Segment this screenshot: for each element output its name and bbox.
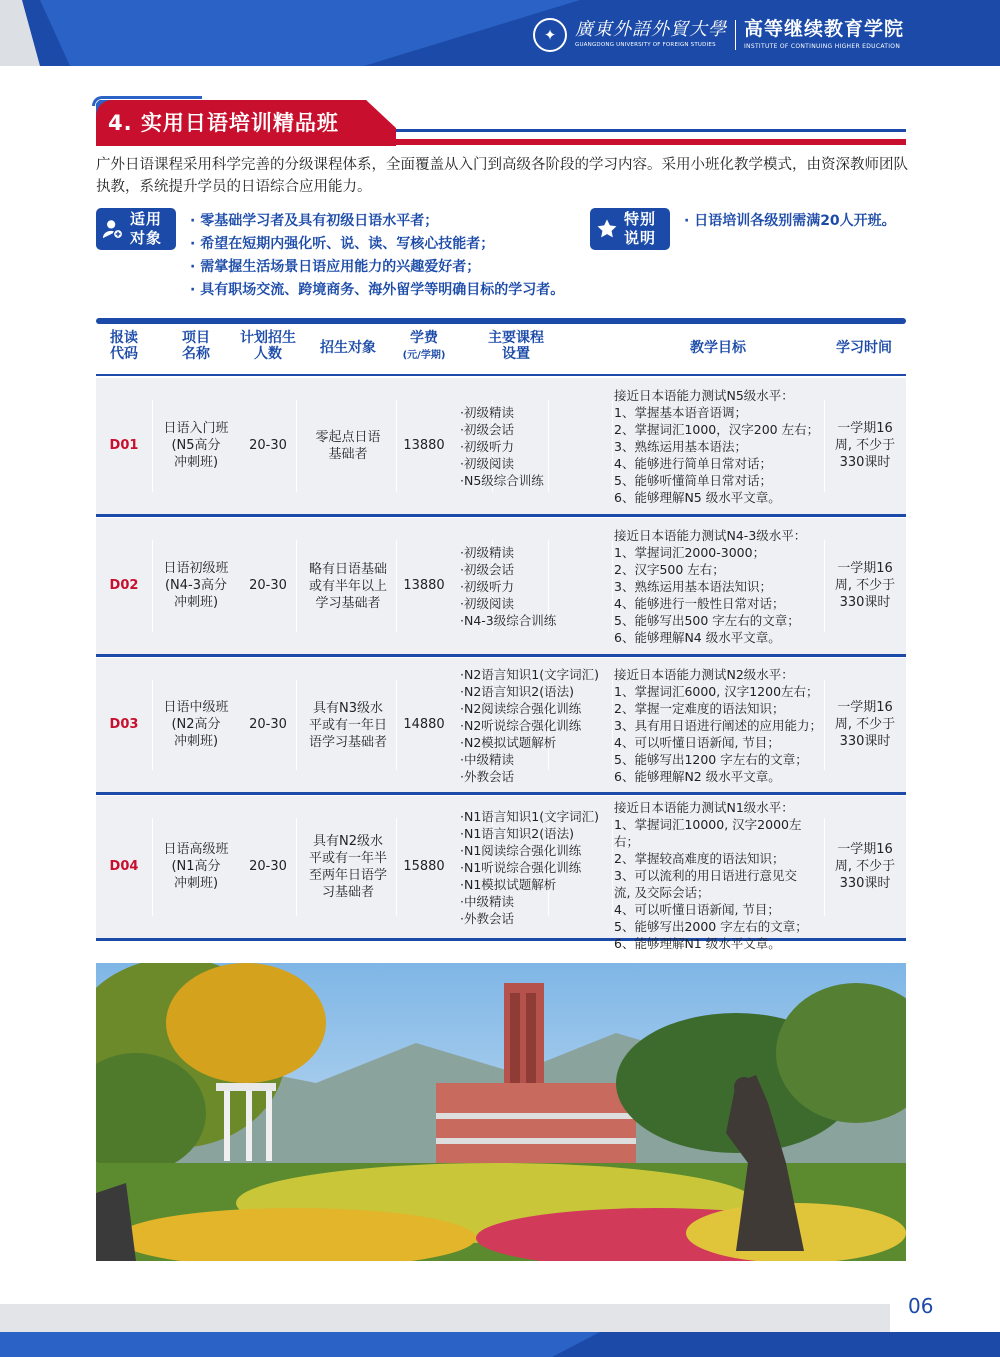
- cell-line: ·初级精读: [460, 404, 514, 420]
- cell-line: 习基础者: [321, 885, 374, 900]
- cell-line: 3、熟练运用基本语法知识；: [614, 578, 772, 594]
- cell-line: 一学期16: [837, 700, 893, 715]
- row-divider: [296, 680, 297, 770]
- audience-badge: [96, 208, 176, 250]
- cell-line: 4、可以听懂日语新闻, 节目；: [614, 902, 780, 917]
- cell-line: 330课时: [839, 455, 891, 470]
- footer-light-band: [0, 1332, 600, 1357]
- audience-badge-line2: 对象: [130, 229, 163, 247]
- cell-line: 2、掌握一定难度的语法知识；: [614, 700, 785, 716]
- cell-line: ·N5级综合训练: [460, 472, 544, 488]
- course-subjects: [460, 404, 610, 489]
- cell-line: ·初级会话: [460, 561, 514, 577]
- cell-line: (N1高分: [171, 859, 221, 874]
- cell-line: 日语入门班: [163, 421, 229, 436]
- cell-line: ·N1模拟试题解析: [460, 876, 557, 892]
- course-code: D03: [109, 717, 139, 732]
- institute-name-cn: 高等继续教育学院: [743, 18, 904, 40]
- cell-line: 5、能够写出2000 字左右的文章；: [614, 919, 808, 934]
- course-goal: [614, 799, 824, 952]
- university-name-en: GUANGDONG UNIVERSITY OF FOREIGN STUDIES: [574, 42, 716, 49]
- course-goal: [614, 666, 824, 785]
- row-divider: [612, 400, 613, 492]
- notice-text: [684, 210, 896, 233]
- cell-line: 零起点日语: [315, 430, 381, 445]
- cell-line: 6、能够理解N1 级水平文章。: [614, 936, 781, 951]
- page-number: 06: [908, 1294, 934, 1318]
- cell-line: 3、可以流利的用日语进行意见交: [614, 868, 797, 883]
- course-target: [300, 429, 396, 463]
- course-name: [152, 841, 240, 892]
- course-name: [152, 699, 240, 750]
- cell-line: (N5高分: [171, 438, 221, 453]
- cell-line: ·中级精读: [460, 751, 514, 767]
- cell-line: 周, 不少于: [834, 859, 896, 874]
- cell-line: ·N1语言知识1(文字词汇): [460, 808, 599, 824]
- cell-line: 接近日本语能力测试N2级水平：: [614, 666, 794, 682]
- course-fee: 15880: [403, 859, 445, 874]
- header-logo: [533, 18, 904, 52]
- course-name: [152, 420, 240, 471]
- course-fee: 13880: [403, 438, 445, 453]
- cell-line: 周, 不少于: [834, 717, 896, 732]
- cell-line: 1、掌握词汇6000, 汉字1200左右；: [614, 683, 819, 699]
- cell-line: (N2高分: [171, 717, 221, 732]
- cell-line: 6、能够理解N2 级水平文章。: [614, 768, 781, 784]
- course-plan: 20-30: [249, 859, 287, 874]
- user-add-icon: [102, 218, 124, 240]
- cell-line: ·N2阅读综合强化训练: [460, 700, 582, 716]
- cell-line: 具有N3级水: [313, 700, 383, 716]
- cell-line: 1、掌握词汇2000-3000；: [614, 544, 766, 560]
- row-divider: [296, 818, 297, 916]
- course-target: [300, 561, 396, 612]
- cell-line: 日语初级班: [163, 561, 229, 576]
- cell-line: ·初级听力: [460, 438, 514, 454]
- audience-list: [190, 210, 564, 302]
- cell-line: 2、掌握较高难度的语法知识；: [614, 851, 785, 866]
- cell-line: 周, 不少于: [834, 438, 896, 453]
- campus-scene-image: [96, 963, 906, 1261]
- row-divider: [612, 540, 613, 632]
- cell-line: 接近日本语能力测试N4-3级水平：: [614, 527, 807, 543]
- cell-line: ·初级阅读: [460, 595, 514, 611]
- cell-line: 一学期16: [837, 842, 893, 857]
- cell-line: ·N4-3级综合训练: [460, 612, 557, 628]
- cell-line: ·N2听说综合强化训练: [460, 717, 582, 733]
- cell-line: 学习基础者: [315, 595, 381, 611]
- course-subjects: [460, 544, 610, 629]
- heading-blue-rule: [396, 129, 906, 132]
- cell-line: 接近日本语能力测试N1级水平：: [614, 800, 794, 815]
- course-goal: [614, 387, 824, 506]
- cell-line: 1、掌握基本语音语调；: [614, 404, 747, 420]
- course-name: [152, 560, 240, 611]
- cell-line: 冲刺班): [173, 455, 219, 470]
- cell-line: 略有日语基础: [308, 561, 387, 577]
- audience-item: · 零基础学习者及具有初级日语水平者；: [190, 213, 439, 229]
- cell-line: ·外教会话: [460, 768, 514, 784]
- cell-line: 4、能够进行简单日常对话；: [614, 455, 772, 471]
- cell-line: 平或有一年半: [308, 851, 387, 866]
- university-name-cn: 廣東外語外貿大學: [574, 19, 727, 41]
- cell-line: 3、熟练运用基本语法；: [614, 438, 747, 454]
- cell-line: 日语高级班: [163, 842, 229, 857]
- course-fee: 14880: [403, 717, 445, 732]
- header-fee: 学费 (元/学期): [402, 330, 446, 361]
- campus-photo: [96, 963, 906, 1261]
- notice-badge-line2: 说明: [624, 229, 657, 247]
- university-seal-icon: ✦: [533, 18, 567, 52]
- notice-item: · 日语培训各级别需满20人开班。: [684, 213, 896, 229]
- cell-line: 2、掌握词汇1000，汉字200 左右；: [614, 421, 820, 437]
- header-plan: 计划招生 人数: [240, 330, 296, 362]
- course-target: [300, 700, 396, 751]
- row-bottom-rule: [96, 654, 906, 657]
- row-divider: [296, 540, 297, 632]
- cell-line: ·N1听说综合强化训练: [460, 859, 582, 875]
- cell-line: 5、能够写出500 字左右的文章；: [614, 612, 800, 628]
- course-time: [824, 420, 906, 471]
- cell-line: 5、能够听懂简单日常对话；: [614, 472, 772, 488]
- cell-line: 至两年日语学: [308, 868, 387, 883]
- audience-badge-line1: 适用: [130, 210, 163, 228]
- cell-line: 基础者: [328, 447, 368, 462]
- cell-line: 语学习基础者: [308, 734, 387, 750]
- cell-line: 4、可以听懂日语新闻, 节目；: [614, 734, 780, 750]
- cell-line: 具有N2级水: [313, 834, 383, 849]
- header-time: 学习时间: [836, 340, 892, 356]
- institute-name-en: INSTITUTE OF CONTINUING HIGHER EDUCATION: [743, 43, 901, 50]
- audience-item: · 具有职场交流、跨境商务、海外留学等明确目标的学习者。: [190, 282, 565, 298]
- cell-line: 接近日本语能力测试N5级水平：: [614, 387, 794, 403]
- notice-badge-line1: 特别: [624, 210, 657, 228]
- cell-line: 日语中级班: [163, 700, 229, 715]
- cell-line: 平或有一年日: [308, 717, 387, 733]
- header-name: 项目 名称: [182, 330, 210, 362]
- cell-line: ·初级会话: [460, 421, 514, 437]
- logo-divider: [735, 20, 736, 50]
- audience-item: · 需掌握生活场景日语应用能力的兴趣爱好者；: [190, 259, 481, 275]
- cell-line: 冲刺班): [173, 876, 219, 891]
- cell-line: 一学期16: [837, 561, 893, 576]
- row-bottom-rule: [96, 514, 906, 517]
- header-rule: [96, 374, 906, 376]
- course-goal: [614, 527, 824, 646]
- cell-line: 3、具有用日语进行阐述的应用能力；: [614, 717, 822, 733]
- row-divider: [296, 400, 297, 492]
- course-time: [824, 560, 906, 611]
- course-time: [824, 841, 906, 892]
- header-goal: 教学目标: [690, 340, 746, 356]
- cell-line: 4、能够进行一般性日常对话；: [614, 595, 785, 611]
- cell-line: ·中级精读: [460, 893, 514, 909]
- course-plan: 20-30: [249, 438, 287, 453]
- course-fee: 13880: [403, 578, 445, 593]
- cell-line: 2、汉字500 左右；: [614, 561, 725, 577]
- row-divider: [612, 818, 613, 916]
- header-target: 招生对象: [320, 340, 376, 356]
- cell-line: 周, 不少于: [834, 578, 896, 593]
- course-code: D02: [109, 578, 139, 593]
- cell-line: (N4-3高分: [164, 578, 228, 593]
- cell-line: ·N2模拟试题解析: [460, 734, 557, 750]
- cell-line: 或有半年以上: [308, 578, 387, 594]
- cell-line: 一学期16: [837, 421, 893, 436]
- course-time: [824, 699, 906, 750]
- cell-line: ·外教会话: [460, 910, 514, 926]
- cell-line: 1、掌握词汇10000, 汉字2000左右；: [614, 817, 802, 849]
- cell-line: 330课时: [839, 595, 891, 610]
- header-fee-unit: (元/学期): [402, 350, 446, 361]
- notice-badge: [590, 208, 670, 250]
- section-intro: 广外日语课程采用科学完善的分级课程体系，全面覆盖从入门到高级各阶段的学习内容。采用小班化教学模式，由资深教师团队执教，系统提升学员的日语综合应用能力。: [96, 157, 908, 195]
- star-icon: [596, 218, 618, 240]
- section-title: 4. 实用日语培训精品班: [108, 111, 339, 135]
- course-subjects: [460, 808, 610, 927]
- header-code: 报读 代码: [110, 330, 138, 362]
- course-code: D01: [109, 438, 139, 453]
- cell-line: ·N2语言知识2(语法): [460, 683, 574, 699]
- cell-line: ·初级听力: [460, 578, 514, 594]
- row-bottom-rule: [96, 792, 906, 795]
- cell-line: 6、能够理解N4 级水平文章。: [614, 629, 781, 645]
- cell-line: 冲刺班): [173, 595, 219, 610]
- section-heading: [96, 100, 906, 146]
- cell-line: 冲刺班): [173, 734, 219, 749]
- course-subjects: [460, 666, 610, 785]
- course-target: [300, 833, 396, 901]
- footer-grey-band: [0, 1304, 890, 1332]
- header-courses: 主要课程 设置: [488, 330, 544, 362]
- cell-line: 6、能够理解N5 级水平文章。: [614, 489, 781, 505]
- cell-line: ·N1阅读综合强化训练: [460, 842, 582, 858]
- row-divider: [612, 680, 613, 770]
- table-top-rule: [96, 318, 906, 324]
- cell-line: ·初级精读: [460, 544, 514, 560]
- audience-item: · 希望在短期内强化听、说、读、写核心技能者；: [190, 236, 495, 252]
- cell-line: 330课时: [839, 876, 891, 891]
- top-banner: [0, 0, 1000, 66]
- cell-line: ·N1语言知识2(语法): [460, 825, 574, 841]
- course-plan: 20-30: [249, 578, 287, 593]
- cell-line: 流, 及交际会话；: [614, 885, 710, 900]
- course-plan: 20-30: [249, 717, 287, 732]
- cell-line: 330课时: [839, 734, 891, 749]
- cell-line: 5、能够写出1200 字左右的文章；: [614, 751, 808, 767]
- cell-line: ·N2语言知识1(文字词汇): [460, 666, 599, 682]
- cell-line: ·初级阅读: [460, 455, 514, 471]
- course-code: D04: [109, 859, 139, 874]
